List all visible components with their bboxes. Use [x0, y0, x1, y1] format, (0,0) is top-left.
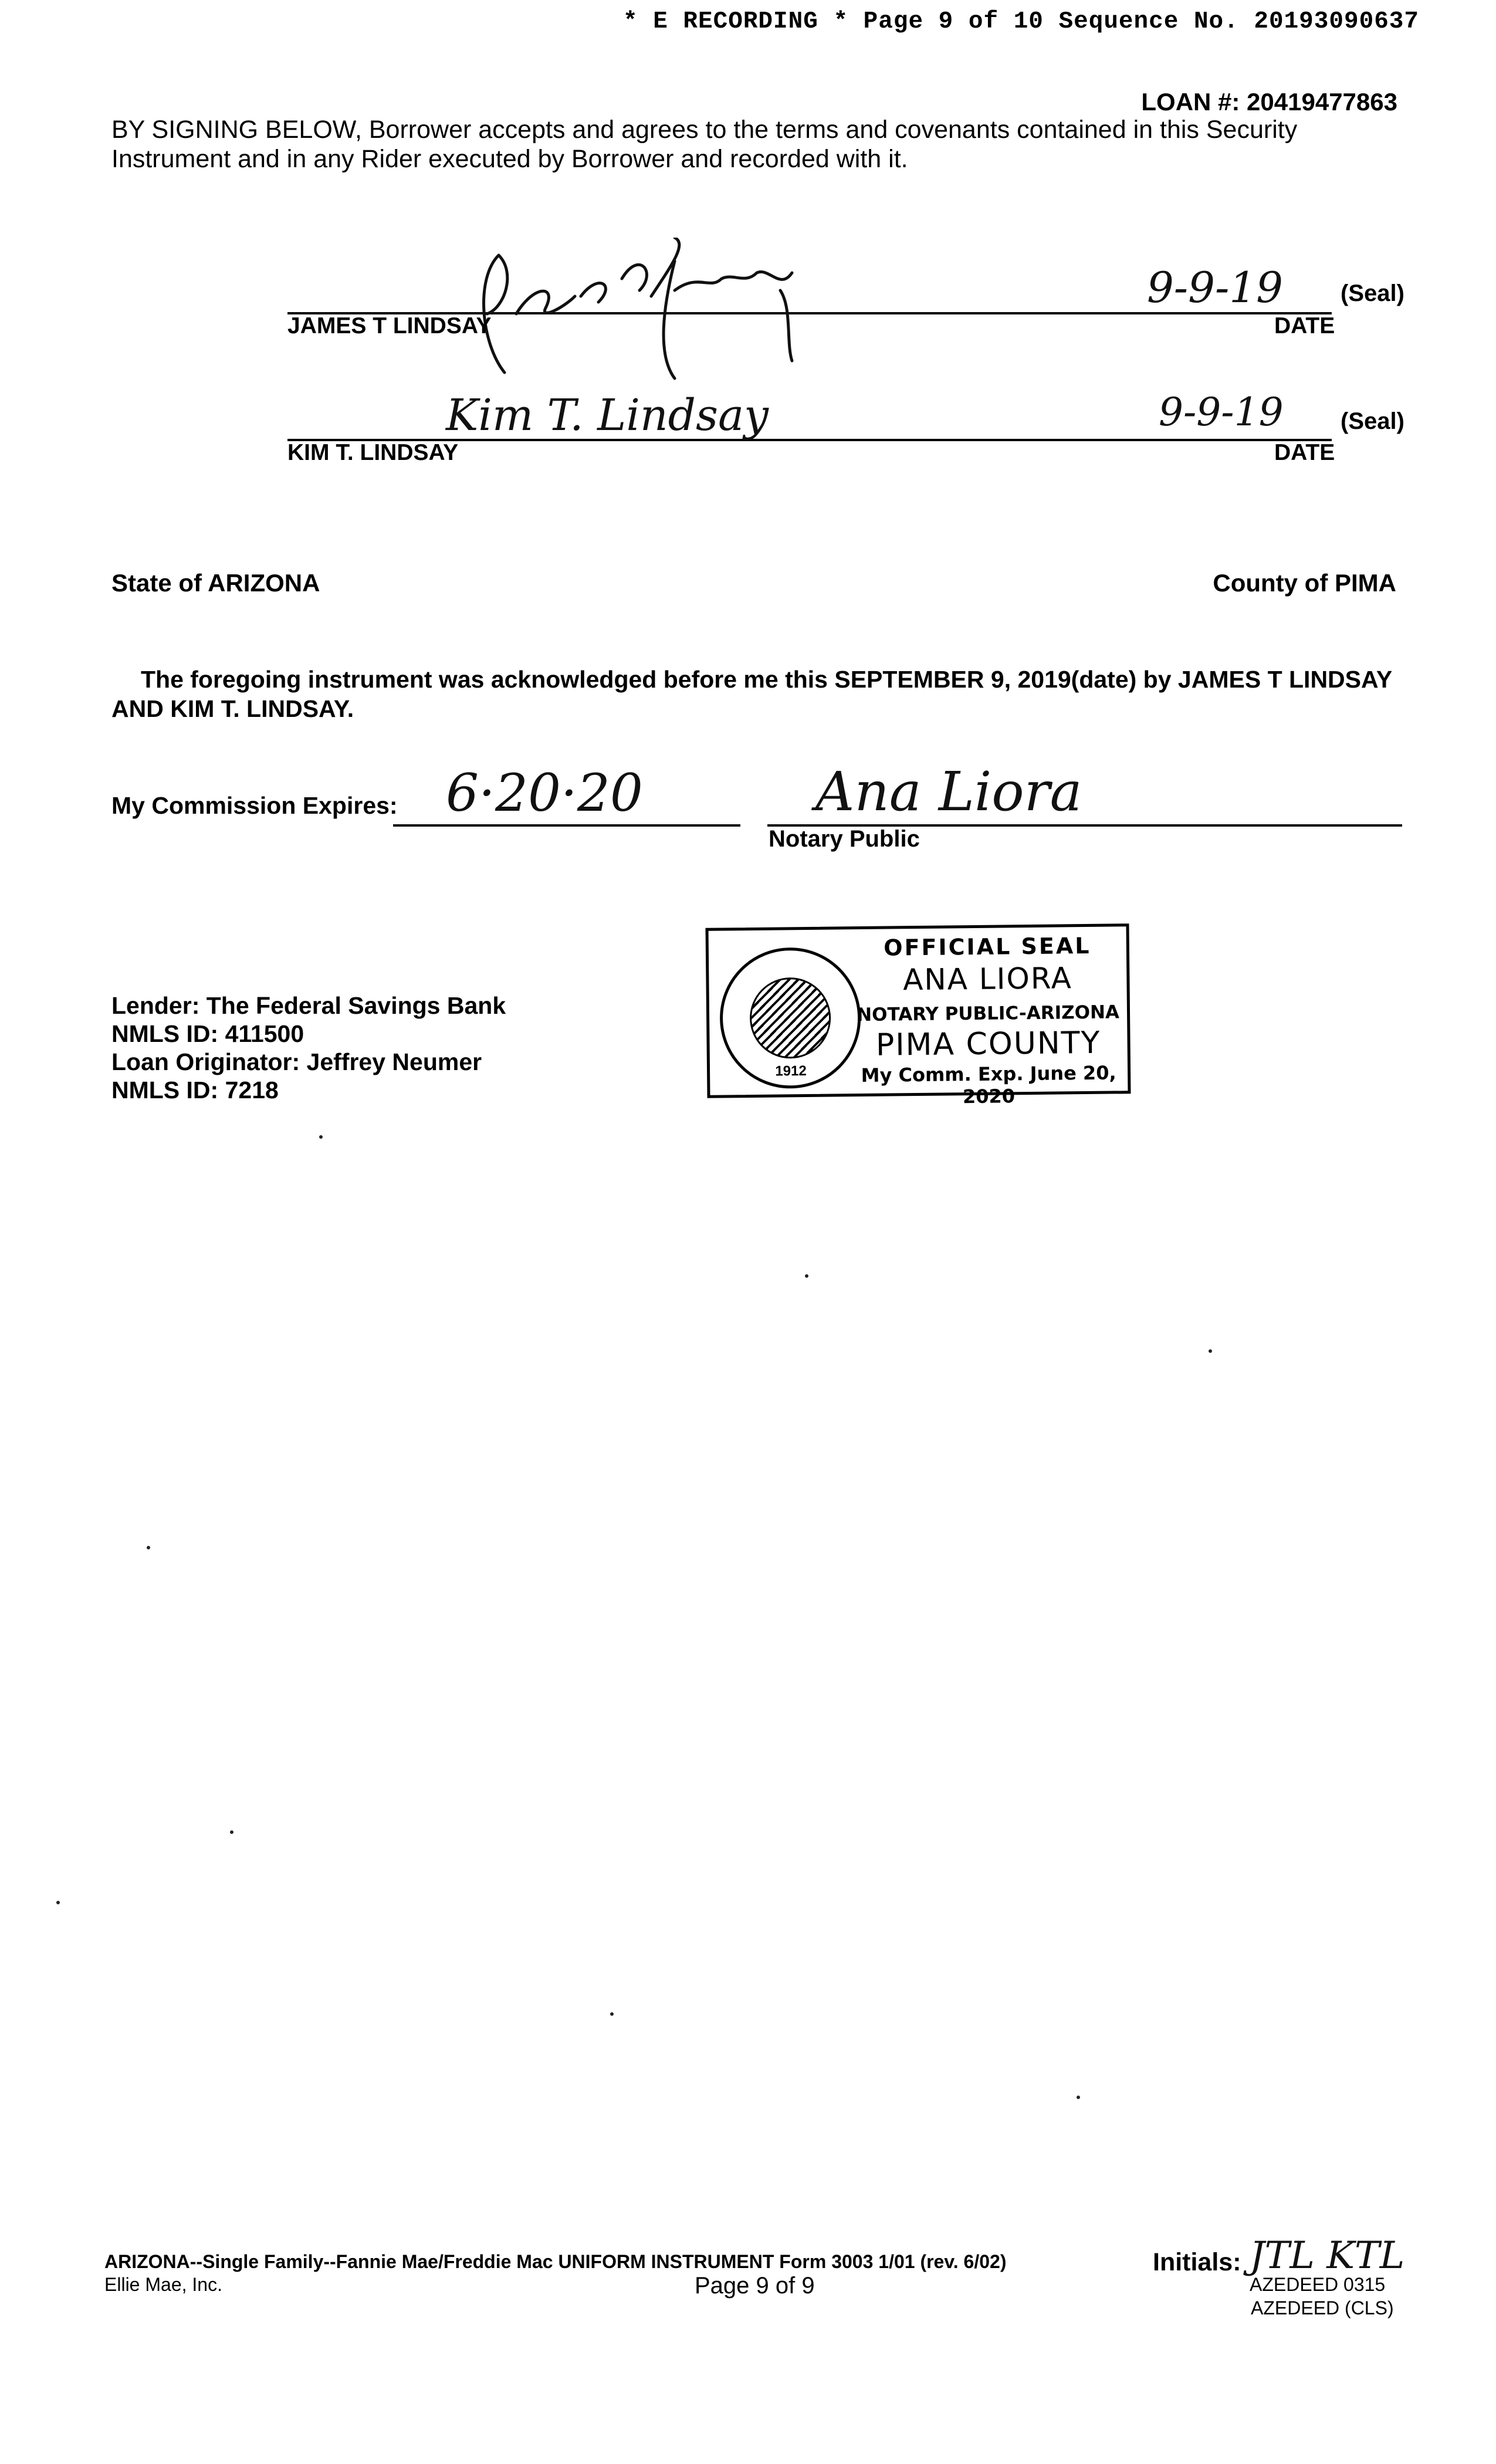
form-title: ARIZONA--Single Family--Fannie Mae/Freddie Mac UNIFORM INSTRUMENT Form 3003 1/01 (rev. 6/02)	[104, 2251, 1007, 2272]
borrower-2-signature: Kim T. Lindsay	[446, 390, 769, 441]
page-number: Page 9 of 9	[695, 2273, 815, 2299]
scan-speck	[1077, 2096, 1080, 2099]
scan-speck	[1209, 1349, 1212, 1353]
seal-county: PIMA COUNTY	[875, 1025, 1101, 1063]
scan-speck	[56, 1901, 60, 1904]
form-code-2: AZEDEED (CLS)	[1251, 2297, 1394, 2319]
borrower-2-date: 9-9-19	[1159, 390, 1284, 435]
originator-nmls: NMLS ID: 7218	[111, 1077, 279, 1104]
borrower-1-seal-label: (Seal)	[1341, 280, 1404, 306]
lender-name: Lender: The Federal Savings Bank	[111, 992, 506, 1019]
form-vendor: Ellie Mae, Inc.	[104, 2274, 222, 2295]
scan-speck	[610, 2012, 614, 2016]
scan-speck	[230, 1830, 233, 1834]
commission-label: My Commission Expires:	[111, 792, 398, 819]
seal-notary-role: NOTARY PUBLIC-ARIZONA	[857, 1001, 1120, 1026]
notary-signature: Ana Liora	[815, 760, 1082, 823]
loan-originator: Loan Originator: Jeffrey Neumer	[111, 1048, 482, 1075]
borrower-1-signature-image	[463, 238, 839, 384]
scan-speck	[147, 1546, 150, 1549]
seal-year: 1912	[775, 1062, 807, 1079]
acknowledgment-text: The foregoing instrument was acknowledged before me this SEPTEMBER 9, 2019(date) by JAMES T LINDSAY AND KIM T. LINDSAY.	[111, 666, 1392, 722]
commission-date: 6·20·20	[446, 763, 643, 823]
form-code-1: AZEDEED 0315	[1250, 2274, 1386, 2295]
venue-county: County of PIMA	[1213, 569, 1396, 597]
borrower-2-name: KIM T. LINDSAY	[287, 440, 459, 465]
venue-state: State of ARIZONA	[111, 569, 320, 597]
borrower-1-name: JAMES T LINDSAY	[287, 313, 492, 339]
borrower-1-date-label: DATE	[1274, 313, 1335, 339]
initials-label: Initials:	[1153, 2248, 1241, 2276]
seal-notary-name: ANA LIORA	[902, 961, 1073, 997]
scan-speck	[805, 1274, 808, 1278]
seal-title: OFFICIAL SEAL	[884, 932, 1091, 961]
commission-line	[393, 824, 740, 827]
state-seal-medallion-icon	[719, 947, 862, 1089]
borrower-2-seal-label: (Seal)	[1341, 408, 1404, 434]
signing-statement: BY SIGNING BELOW, Borrower accepts and agrees to the terms and covenants contained in this Security Instrument and in any Rider executed by Borrower and recorded with it.	[111, 116, 1298, 173]
initials-handwritten: JTL KTL	[1250, 2234, 1405, 2277]
lender-info	[111, 991, 506, 1104]
lender-nmls: NMLS ID: 411500	[111, 1020, 304, 1047]
borrower-1-date: 9-9-19	[1147, 263, 1283, 312]
notary-public-label: Notary Public	[769, 826, 920, 852]
loan-number: LOAN #: 20419477863	[1141, 88, 1397, 116]
scan-speck	[319, 1135, 323, 1139]
seal-expiration: My Comm. Exp. June 20, 2020	[861, 1061, 1116, 1108]
recording-header: * E RECORDING * Page 9 of 10 Sequence No. 20193090637	[623, 8, 1420, 35]
official-notary-seal-stamp	[706, 923, 1131, 1108]
borrower-2-date-label: DATE	[1274, 440, 1335, 465]
seal-emblem	[749, 977, 831, 1059]
